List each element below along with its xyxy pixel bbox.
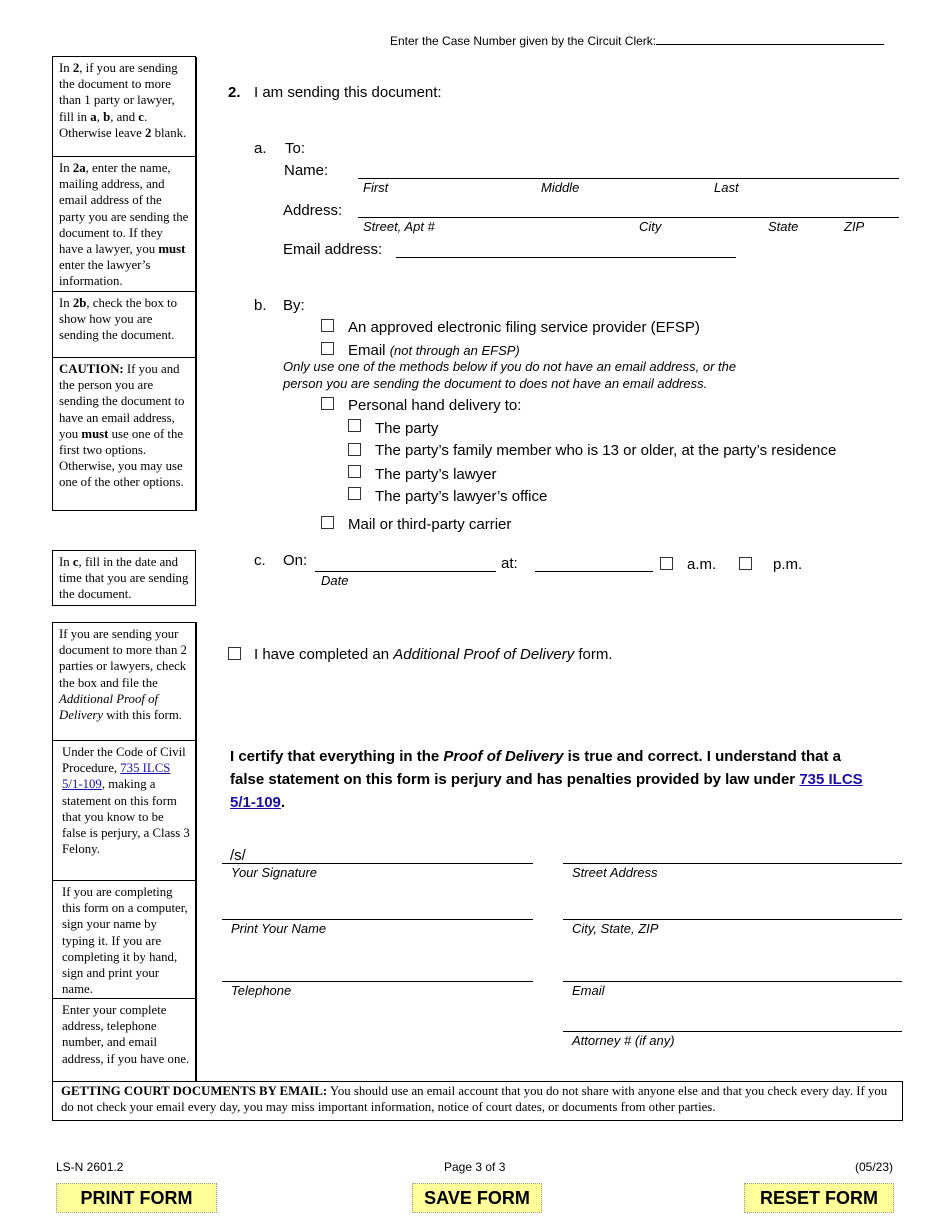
certification-statement: I certify that everything in the Proof of Delivery is true and correct. I understand that a false statement on this form is perjury and has penalties provided by law under 735 ILCS 5/1-109. xyxy=(230,748,863,811)
print-name-input[interactable] xyxy=(222,919,533,920)
name-input[interactable] xyxy=(358,178,899,179)
street-label: Street, Apt # xyxy=(363,219,435,234)
hand-delivery-label: Personal hand delivery to: xyxy=(348,397,522,414)
email-label: Email xyxy=(572,983,605,998)
lawyer-office-checkbox[interactable] xyxy=(348,487,361,500)
lawyer-checkbox[interactable] xyxy=(348,465,361,478)
mail-label: Mail or third-party carrier xyxy=(348,516,512,533)
on-label: On: xyxy=(283,552,308,569)
lawyer-label: The party’s lawyer xyxy=(375,466,497,483)
address-label: Address: xyxy=(283,202,343,219)
perjury-statute-link[interactable]: 735 ILCS 5/1-109 xyxy=(62,761,171,792)
date-input[interactable] xyxy=(315,571,496,572)
sidebar-box-signing: If you are completing this form on a computer, sign your name by typing it. If you are completing it by hand, sign and print your name. xyxy=(52,880,196,999)
name-label: Name: xyxy=(284,162,329,179)
pm-label: p.m. xyxy=(773,556,803,573)
sidebar-divider-top xyxy=(196,57,197,511)
reset-form-button[interactable]: RESET FORM xyxy=(744,1183,894,1213)
sidebar-box-additional: If you are sending your document to more than 2 parties or lawyers, check the box and file the Additional Proof of Delivery with this form. xyxy=(52,622,196,741)
email-input[interactable] xyxy=(563,981,902,982)
certification-statute-link[interactable]: 735 ILCS 5/1-109 xyxy=(230,771,863,811)
mail-checkbox[interactable] xyxy=(321,516,334,529)
sidebar-box-section2: In 2, if you are sending the document to more than 1 party or lawyer, fill in a, b, and c. Otherwise leave 2 blank. xyxy=(52,56,196,157)
email-address-input[interactable] xyxy=(396,257,736,258)
am-checkbox[interactable] xyxy=(660,557,673,570)
email-notice-box: GETTING COURT DOCUMENTS BY EMAIL: You should use an email account that you do not share with anyone else and that you check every day. If you do not check your email every day, you may miss important information, notice of court dates, or documents from other parties. xyxy=(52,1081,903,1121)
section-heading: I am sending this document: xyxy=(254,84,442,101)
item-b-letter: b. xyxy=(254,297,267,314)
street-address-label: Street Address xyxy=(572,865,658,880)
address-input[interactable] xyxy=(358,217,899,218)
state-label: State xyxy=(768,219,799,234)
city-state-zip-label: City, State, ZIP xyxy=(572,921,659,936)
sidebar-box-2a: In 2a, enter the name, mailing address, and email address of the party you are sending the document to. If they have a lawyer, you must enter the lawyer’s information. xyxy=(52,156,196,292)
signature-value: /s/ xyxy=(230,847,246,864)
lawyer-office-label: The party’s lawyer’s office xyxy=(375,488,548,505)
sidebar-box-caution: CAUTION: If you and the person you are sending the document to have an email address, you must use one of the first two options. Otherwise, you may use one of the other options. xyxy=(52,357,196,511)
first-label: First xyxy=(363,180,389,195)
time-input[interactable] xyxy=(535,571,653,572)
case-number-field[interactable] xyxy=(656,33,884,45)
party-checkbox[interactable] xyxy=(348,419,361,432)
additional-proof-checkbox[interactable] xyxy=(228,647,241,660)
telephone-input[interactable] xyxy=(222,981,533,982)
print-name-label: Print Your Name xyxy=(231,921,327,936)
form-id: LS-N 2601.2 xyxy=(56,1160,124,1174)
by-label: By: xyxy=(283,297,305,314)
city-label: City xyxy=(639,219,662,234)
email-checkbox[interactable] xyxy=(321,342,334,355)
your-signature-label: Your Signature xyxy=(231,865,318,880)
methods-note-line2: person you are sending the document to does not have an email address. xyxy=(283,376,708,391)
family-member-label: The party’s family member who is 13 or older, at the party’s residence xyxy=(375,442,837,459)
efsp-label: An approved electronic filing service provider (EFSP) xyxy=(348,319,700,336)
email-address-label: Email address: xyxy=(283,241,383,258)
attorney-number-label: Attorney # (if any) xyxy=(572,1033,675,1048)
sidebar-divider-bottom xyxy=(196,622,197,1082)
sidebar-box-2b: In 2b, check the box to show how you are sending the document. xyxy=(52,291,196,358)
additional-proof-label: I have completed an Additional Proof of Delivery form. xyxy=(254,646,613,663)
at-label: at: xyxy=(501,555,518,572)
form-date: (05/23) xyxy=(855,1160,894,1174)
case-number-header xyxy=(390,33,884,48)
pm-checkbox[interactable] xyxy=(739,557,752,570)
page-number: Page 3 of 3 xyxy=(444,1160,506,1174)
party-label: The party xyxy=(375,420,439,437)
efsp-checkbox[interactable] xyxy=(321,319,334,332)
to-label: To: xyxy=(285,140,306,157)
city-state-zip-input[interactable] xyxy=(563,919,902,920)
hand-delivery-checkbox[interactable] xyxy=(321,397,334,410)
street-address-input[interactable] xyxy=(563,863,902,864)
sidebar-box-perjury: Under the Code of Civil Procedure, 735 ILCS 5/1-109, making a statement on this form that you know to be false is perjury, a Class 3 Felony. xyxy=(52,740,196,881)
sidebar-box-address: Enter your complete address, telephone number, and email address, if you have one. xyxy=(52,998,196,1082)
last-label: Last xyxy=(714,180,739,195)
family-member-checkbox[interactable] xyxy=(348,443,361,456)
print-form-button[interactable]: PRINT FORM xyxy=(56,1183,217,1213)
case-number-label: Enter the Case Number given by the Circuit Clerk: xyxy=(390,34,657,48)
save-form-button[interactable]: SAVE FORM xyxy=(412,1183,542,1213)
attorney-number-input[interactable] xyxy=(563,1031,902,1032)
zip-label: ZIP xyxy=(844,219,865,234)
am-label: a.m. xyxy=(687,556,717,573)
signature-input[interactable] xyxy=(222,863,533,864)
middle-label: Middle xyxy=(541,180,580,195)
telephone-label: Telephone xyxy=(231,983,292,998)
email-method-label: Email (not through an EFSP) xyxy=(348,342,520,359)
methods-note-line1: Only use one of the methods below if you do not have an email address, or the xyxy=(283,359,737,374)
sidebar-box-2c: In c, fill in the date and time that you are sending the document. xyxy=(52,550,196,606)
item-c-letter: c. xyxy=(254,552,266,569)
section-number: 2. xyxy=(228,84,241,101)
item-a-letter: a. xyxy=(254,140,267,157)
date-label: Date xyxy=(321,573,349,588)
